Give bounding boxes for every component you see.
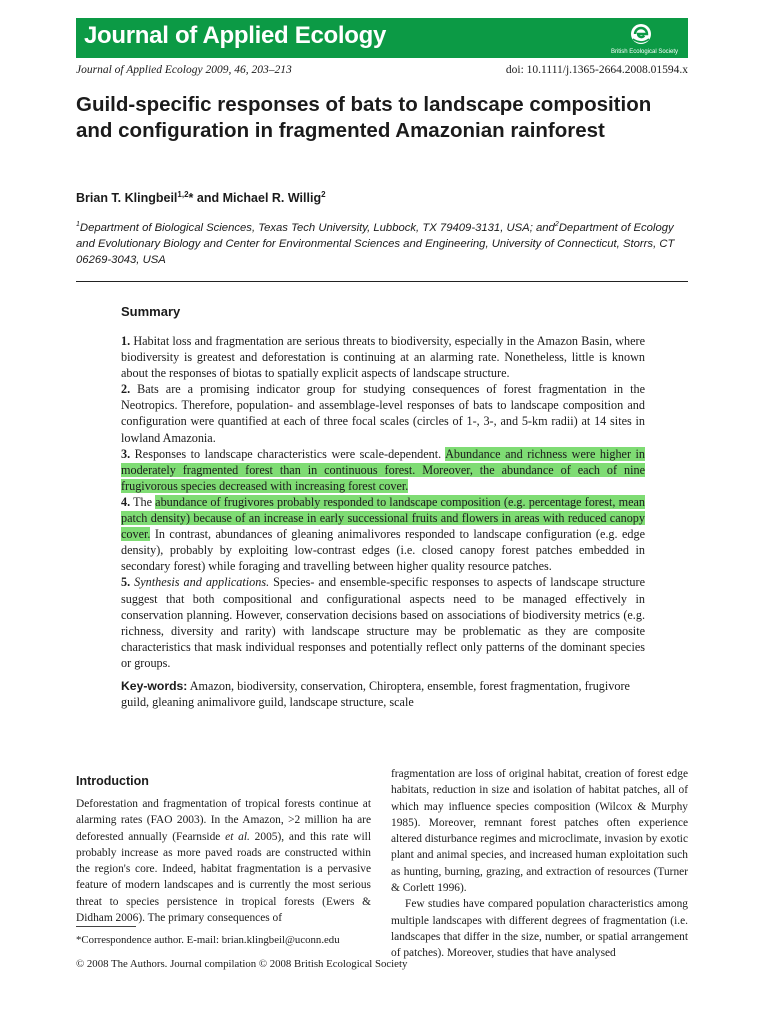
keywords bbox=[121, 678, 645, 710]
society-name: British Ecological Society bbox=[610, 49, 678, 55]
text-highlight[interactable]: abundance of frugivores probably responded to landscape composition (e.g. percentage forest, mean patch density) because of an increase in early successional fruits and flowers in areas with reduced canopy cover. bbox=[121, 494, 645, 542]
authors bbox=[76, 190, 326, 205]
affil-marker-1: 1 bbox=[76, 221, 80, 228]
author-1: Brian T. Klingbeil bbox=[76, 191, 178, 206]
point-number: 4. bbox=[121, 494, 131, 509]
point-number: 5. bbox=[121, 575, 131, 590]
citation: Journal of Applied Ecology 2009, 46, 203–213 bbox=[76, 64, 292, 76]
intro-text: Deforestation and fragmentation of tropical forests continue at alarming rates (FAO 2003). In the Amazon, >2 million ha are deforested annually (Fearnside bbox=[76, 798, 371, 843]
point-number: 2. bbox=[121, 382, 131, 397]
introduction-heading: Introduction bbox=[76, 774, 149, 788]
intro-paragraph-continued: fragmentation are loss of original habitat, creation of forest edge habitats, reduction in size and isolation of habitat patches, all of which may influence species composition (Wilcox & Murphy 1985). Moreover, remnant forest patches often experience altered disturbance regimes and microclimate, invasion by exotic plant and animal species, and increased human exploitation such as hunting, burning, grazing, and extraction of resources (Turner & Corlett 1996). bbox=[391, 768, 688, 895]
intro-text: 2005), and this rate will probably increase as more paved roads are constructed within the region's core. Indeed, habitat fragmentation is a pervasive feature of modern landscapes and is currently the most serious threat to species persistence in tropical forests (Ewers & Didham 2006). The primary consequences of bbox=[76, 830, 371, 925]
point-number: 3. bbox=[121, 446, 131, 461]
correspondence-footnote: *Correspondence author. E-mail: brian.klingbeil@uconn.edu bbox=[76, 934, 340, 946]
text-highlight[interactable]: Abundance and richness were higher in moderately fragmented forest than in continuous forest. Moreover, the abundance of each of nine frugivorous species decreased with increasing forest cover. bbox=[121, 446, 646, 493]
copyright: © 2008 The Authors. Journal compilation © 2008 British Ecological Society bbox=[76, 958, 408, 970]
article-title: Guild-specific responses of bats to landscape composition and configuration in fragmented Amazonian rainforest bbox=[76, 93, 652, 142]
intro-paragraph-2: Few studies have compared population characteristics among multiple landscapes with different degrees of fragmentation (i.e. landscapes that differ in the size, number, or spatial arrangement of patches). Moreover, studies that have analysed bbox=[391, 898, 688, 960]
point-text: Species- and ensemble-specific responses to aspects of landscape structure suggest that both compositional and configurational aspects need to be managed effectively in conservation planning. However, conservation decisions based on associations of biodiversity metrics (e.g. richness, diversity and rarity) with landscape structure may be problematic as they are composite characteristics that mask individual responses and potentially reflect only patterns of the dominant species or groups. bbox=[121, 575, 645, 670]
summary-point-3 bbox=[121, 446, 645, 494]
point-text: In contrast, abundances of gleaning animalivores responded to landscape configuration (e.g. edge density), probably by exploiting low-contrast edges (i.e. closed canopy forest patches embedded in secondary forest) while foraging and travelling between higher quality resource patches. bbox=[121, 527, 645, 574]
author-1-affil: 1,2 bbox=[177, 190, 189, 199]
affiliation-1: Department of Biological Sciences, Texas Tech University, Lubbock, TX 79409-3131, USA; and bbox=[79, 221, 555, 234]
point-text: Habitat loss and fragmentation are serious threats to biodiversity, especially in the Amazon Basin, where biodiversity is greatest and deforestation is continuing at an alarming rate. Nonetheless, little is known about the responses of biotas to spatially explicit aspects of landscape structure. bbox=[121, 334, 645, 381]
point-text: Bats are a promising indicator group for studying consequences of forest fragmentation in the Neotropics. Therefore, population- and assemblage-level responses of bats to landscape composition and configuration were quantified at each of three focal scales (circles of 1-, 3-, and 5-km radii) at 14 sites in lowland Amazonia. bbox=[121, 382, 645, 445]
point-text: Responses to landscape characteristics were scale-dependent. bbox=[130, 446, 446, 461]
point-number: 1. bbox=[121, 334, 131, 348]
summary-point-2 bbox=[121, 381, 645, 445]
affiliations bbox=[76, 217, 688, 268]
keywords-list: Amazon, biodiversity, conservation, Chiroptera, ensemble, forest fragmentation, frugivore guild, gleaning animalivore guild, landscape structure, scale bbox=[121, 678, 630, 710]
journal-banner bbox=[76, 18, 688, 58]
author-separator: and bbox=[193, 191, 223, 206]
corresponding-mark: * bbox=[188, 191, 194, 206]
footnote-divider bbox=[76, 926, 136, 927]
summary-point-1 bbox=[121, 333, 645, 381]
column-right bbox=[391, 766, 688, 962]
column-left bbox=[76, 774, 371, 926]
affiliation-2: Department of Ecology and Evolutionary Biology and Center for Environmental Sciences and Engineering, University of Connecticut, Storrs, CT 06269-3043, USA bbox=[76, 221, 675, 266]
header-divider bbox=[76, 281, 688, 282]
summary-heading: Summary bbox=[121, 304, 181, 319]
author-2-affil: 2 bbox=[321, 190, 326, 199]
point-subheading: Synthesis and applications. bbox=[130, 575, 270, 590]
intro-paragraph-1 bbox=[76, 796, 371, 926]
doi[interactable]: doi: 10.1111/j.1365-2664.2008.01594.x bbox=[505, 64, 688, 76]
point-text: The bbox=[130, 494, 156, 509]
affil-marker-2: 2 bbox=[554, 221, 559, 228]
journal-name: Journal of Applied Ecology bbox=[84, 22, 386, 49]
intro-text-italic: et al. bbox=[225, 830, 250, 843]
summary-point-5 bbox=[121, 574, 645, 671]
summary-section bbox=[121, 304, 645, 710]
keywords-label: Key-words: bbox=[121, 678, 188, 693]
summary-point-4 bbox=[121, 494, 645, 574]
author-2: Michael R. Willig bbox=[222, 191, 322, 206]
